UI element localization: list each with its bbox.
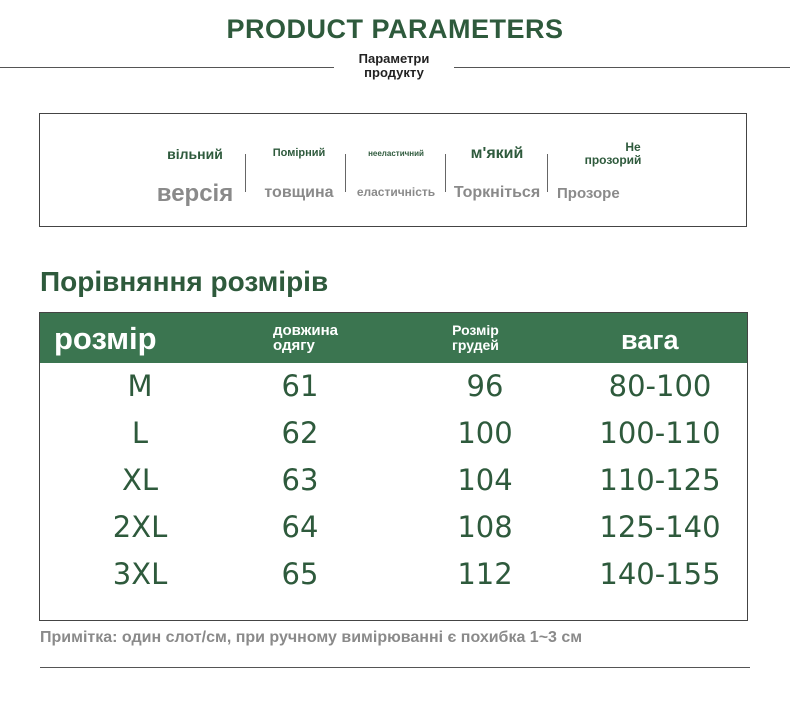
product-parameters-panel [39,113,747,227]
parameter-separator [445,154,446,192]
cell-weight: 140-155 [599,557,721,591]
parameter-fit-label: версія [156,180,234,207]
table-row [40,551,747,598]
subtitle-line-2: продукту [364,65,424,80]
parameter-touch [447,114,547,226]
header-chest-line-2: грудей [452,337,499,353]
cell-chest: 108 [457,510,513,544]
subtitle-line-1: Параметри [358,51,430,66]
cell-weight: 100-110 [599,416,721,450]
table-row [40,363,747,410]
size-comparison-title: Порівняння розмірів [40,266,329,297]
cell-weight: 110-125 [599,463,721,497]
measurement-note: Примітка: один слот/см, при ручному вимірюванні є похибка 1~3 см [40,629,583,646]
table-row [40,504,747,551]
cell-chest: 112 [457,557,513,591]
header-size: розмір [54,321,157,356]
parameter-elasticity [346,114,446,226]
header-weight: вага [621,325,679,355]
size-table [39,312,748,621]
parameter-elasticity-label: еластичність [356,185,436,199]
cell-weight: 125-140 [599,510,721,544]
parameter-thickness [249,114,349,226]
cell-chest: 100 [457,416,513,450]
parameter-transparency-selected-line-1: Не [625,140,641,154]
parameter-thickness-label: товщина [264,184,334,201]
parameter-separator [245,154,246,192]
header-chest [452,323,499,353]
cell-size: L [131,416,149,450]
cell-weight: 80-100 [608,369,712,403]
cell-length: 64 [281,510,319,544]
header-chest-line-1: Розмір [452,322,499,338]
parameter-touch-label: Торкніться [453,184,541,201]
header-length-line-1: довжина [273,322,338,339]
page-subtitle [334,52,454,86]
parameter-transparency-selected [549,141,669,167]
cell-size: XL [121,463,159,497]
cell-length: 63 [281,463,319,497]
parameter-transparency [549,114,669,226]
bottom-divider [40,667,750,668]
parameter-touch-selected: м'який [470,145,524,162]
cell-length: 65 [281,557,319,591]
parameter-elasticity-selected: нееластичний [368,149,424,158]
cell-chest: 96 [466,369,504,403]
page-title: PRODUCT PARAMETERS [226,14,564,44]
parameter-transparency-label: Прозоре [557,185,620,202]
header-length-line-2: одягу [273,337,315,354]
size-table-header [40,313,747,363]
cell-length: 62 [281,416,319,450]
parameter-thickness-selected: Помірний [272,147,326,159]
parameter-separator [547,154,548,192]
parameter-transparency-selected-line-2: прозорий [584,153,642,167]
cell-chest: 104 [457,463,513,497]
header-length [273,323,338,353]
parameter-fit [135,114,255,226]
cell-size: M [127,369,153,403]
cell-size: 3XL [112,557,168,591]
table-row [40,410,747,457]
table-row [40,457,747,504]
parameter-fit-selected: вільний [167,146,223,162]
cell-size: 2XL [112,510,168,544]
cell-length: 61 [281,369,319,403]
